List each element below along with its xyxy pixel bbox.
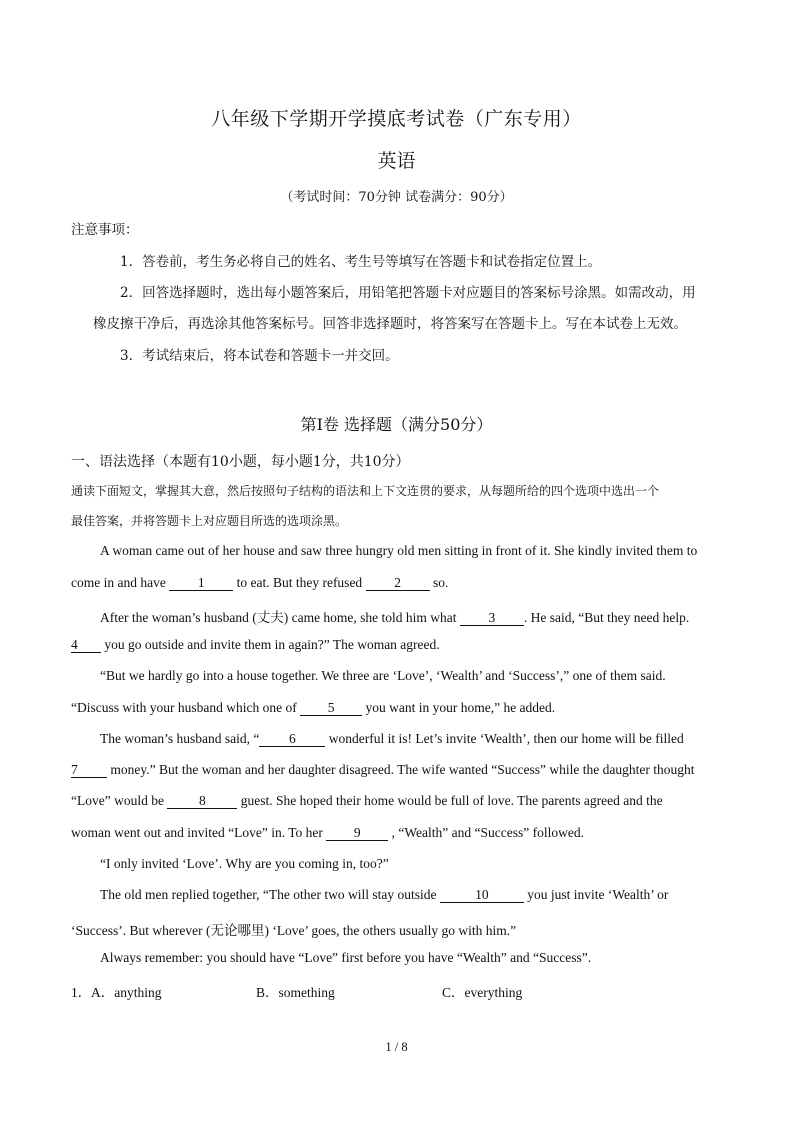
passage-line-4 <box>71 637 440 653</box>
passage-line-6 <box>71 700 555 716</box>
passage-line-7 <box>100 731 684 747</box>
passage-text: come in and have <box>71 575 170 590</box>
passage-line-9 <box>71 793 663 809</box>
passage-text: you want in your home,” he added. <box>362 700 556 715</box>
passage-text: you go outside and invite them in again?” The woman agreed. <box>101 637 440 652</box>
passage-text: wonderful it is! Let’s invite ‘Wealth’, then our home will be filled <box>325 731 684 746</box>
blank-6: 6 <box>259 732 325 747</box>
passage-line-12 <box>100 887 668 903</box>
subject-title: 英语 <box>377 150 416 172</box>
blank-2: 2 <box>366 576 430 591</box>
passage-line-2 <box>71 575 448 591</box>
passage-text: so. <box>429 575 449 590</box>
passage-line-10 <box>71 825 584 841</box>
blank-1: 1 <box>169 576 233 591</box>
passage-line-5: “But we hardly go into a house together. We three are ‘Love’, ‘Wealth’ and ‘Success’,” one of them said. <box>100 668 666 683</box>
blank-10: 10 <box>440 888 524 903</box>
passage-text: woman went out and invited “Love” in. To her <box>71 825 327 840</box>
passage-text: The old men replied together, “The other two will stay outside <box>100 887 440 902</box>
notes-heading: 注意事项： <box>71 222 139 238</box>
blank-8: 8 <box>167 794 237 809</box>
passage-text: . He said, “But they need help. <box>523 610 690 625</box>
question-1-option-a: A．anything <box>91 985 162 1000</box>
question-1-option-b: B．something <box>256 985 335 1000</box>
exam-title: 八年级下学期开学摸底考试卷（广东专用） <box>211 108 582 130</box>
question-1-number: 1． <box>71 985 92 1000</box>
passage-line-13: ‘Success’. But wherever (无论哪里) ‘Love’ goes, the others usually go with him.” <box>71 923 517 938</box>
question-1-option-c: C．everything <box>442 985 523 1000</box>
blank-5: 5 <box>300 701 362 716</box>
section-title: 一、语法选择（本题有10小题，每小题1分，共10分） <box>71 454 410 470</box>
passage-text: The woman’s husband said, “ <box>100 731 260 746</box>
notes-item-1: 1．答卷前，考生务必将自己的姓名、考生号等填写在答题卡和试卷指定位置上。 <box>120 254 602 270</box>
notes-item-2b: 橡皮擦干净后，再选涂其他答案标号。回答非选择题时，将答案写在答题卡上。写在本试卷上无效。 <box>93 316 687 332</box>
passage-line-14: Always remember: you should have “Love” first before you have “Wealth” and “Success”. <box>100 950 592 965</box>
part-one-title: 第Ⅰ卷 选择题（满分50分） <box>300 415 493 434</box>
instruction-line-2: 最佳答案，并将答题卡上对应题目所选的选项涂黑。 <box>71 514 348 528</box>
blank-7: 7 <box>71 763 107 778</box>
passage-line-3 <box>100 606 689 626</box>
passage-line-8 <box>71 762 694 778</box>
passage-text: After the woman’s husband (丈夫) came home, she told him what <box>100 610 460 625</box>
passage-text: guest. She hoped their home would be full of love. The parents agreed and the <box>237 793 663 808</box>
notes-item-2a: 2．回答选择题时，选出每小题答案后，用铅笔把答题卡对应题目的答案标号涂黑。如需改动，用 <box>120 285 696 301</box>
passage-line-11: “I only invited ‘Love’. Why are you coming in, too?” <box>100 856 389 871</box>
passage-text: money.” But the woman and her daughter disagreed. The wife wanted “Success” while the daughter thought <box>107 762 695 777</box>
blank-4: 4 <box>71 638 101 653</box>
exam-info: （考试时间：70分钟 试卷满分：90分） <box>280 190 513 205</box>
passage-text: , “Wealth” and “Success” followed. <box>388 825 584 840</box>
passage-line-1: A woman came out of her house and saw three hungry old men sitting in front of it. She kindly invited them to <box>100 543 698 558</box>
passage-text: you just invite ‘Wealth’ or <box>523 887 669 902</box>
instruction-line-1: 通读下面短文，掌握其大意，然后按照句子结构的语法和上下文连贯的要求，从每题所给的四个选项中选出一个 <box>71 484 660 498</box>
page-number: 1 / 8 <box>385 1040 408 1054</box>
blank-3: 3 <box>460 611 524 626</box>
blank-9: 9 <box>326 826 388 841</box>
passage-text: to eat. But they refused <box>233 575 366 590</box>
notes-item-3: 3．考试结束后，将本试卷和答题卡一并交回。 <box>120 348 399 364</box>
passage-text: “Love” would be <box>71 793 168 808</box>
passage-text: “Discuss with your husband which one of <box>71 700 301 715</box>
